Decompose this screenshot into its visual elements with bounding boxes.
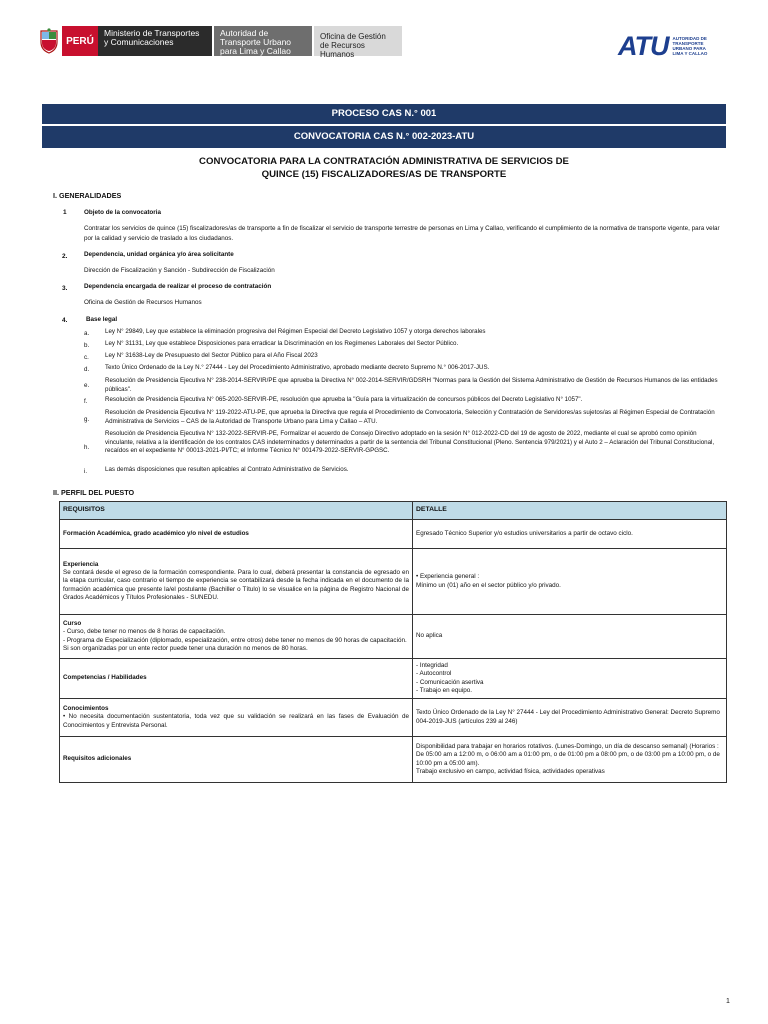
item-text: Contratar los servicios de quince (15) fiscalizadores/as de transporte a fin de fiscalizar el servicio de transporte terrestre de personas en Lima y Callao, verificando el cumplimiento de la normativa de transporte vigente, para velar por la calidad y servicio de traslado a los ciudadanos.: [84, 225, 720, 242]
requisito-cell: [60, 520, 413, 549]
detalle-cell: Disponibilidad para trabajar en horarios rotativos. (Lunes-Domingo, un día de descanso semanal) (Horarios : De 05:00 am a 12:00 m, o 06:00 am a 01:00 pm, o de 01:00 pm a 08:00 pm, o de 03:00 pm a 10:00 pm, o de 10:00 pm a 05:00 am). Trabajo exclusivo en campo, actividad física, actividades operativas: [413, 737, 727, 783]
coat-of-arms-icon: [36, 26, 62, 56]
title-line-1: CONVOCATORIA PARA LA CONTRATACIÓN ADMINISTRATIVA DE SERVICIOS DE: [199, 156, 569, 167]
requisito-cell: [60, 737, 413, 783]
autoridad-label: Autoridad de Transporte Urbano para Lima y Callao: [214, 26, 312, 56]
perfil-table: [59, 501, 727, 783]
legal-item: Ley N° 31638-Ley de Presupuesto del Sector Público para el Año Fiscal 2023: [105, 352, 318, 359]
atu-logo-subtext: AUTORIDAD DE TRANSPORTE URBANO PARA LIMA Y CALLAO: [672, 36, 708, 56]
convocatoria-band: CONVOCATORIA CAS N.° 002-2023-ATU: [42, 126, 726, 148]
requisito-title: Requisitos adicionales: [63, 755, 132, 763]
table-row: [60, 520, 727, 549]
document-title: [42, 155, 726, 181]
item-number: 4.: [62, 317, 68, 324]
legal-item: Resolución de Presidencia Ejecutiva N° 119-2022-ATU-PE, que aprueba la Directiva que regula el Procedimiento de Convocatoria, Selección y Contratación de Servidores/as sujetos/as al Régimen Especial de Contratación Administrativa de Servicios – CAS de la Autoridad de Transporte Urbano para Lima y Callao – ATU.: [105, 409, 715, 425]
table-row: [60, 549, 727, 615]
requisito-cell: [60, 699, 413, 737]
item-text: Oficina de Gestión de Recursos Humanos: [84, 299, 202, 306]
proceso-band: PROCESO CAS N.° 001: [42, 104, 726, 124]
item-title: Dependencia encargada de realizar el proceso de contratación: [84, 283, 272, 290]
requisito-cell: [60, 615, 413, 659]
government-header: [36, 26, 402, 59]
table-row: [60, 737, 727, 783]
legal-letter: g.: [84, 416, 90, 423]
legal-item: Resolución de Presidencia Ejecutiva N° 132-2022-SERVIR-PE, Formalizar el acuerdo de Consejo Directivo adoptado en la sesión N° 012-2022-CD del 19 de agosto de 2022, mediante el cual se aprobó como opinión vinculante, relativa a la identificación de los contratos CAS indeterminados y determinados a partir de la sentencia del Tribunal Constitucional (Pleno. Sentencia 979/2021) y el Auto 2 – Aclaración del Tribunal Constitucional, recaídos en el expediente N° 00013-2021-PI/TC; el Informe Técnico N° 001479-2022-SERVIR-GPGSC.: [105, 430, 715, 454]
perfil-heading: II. PERFIL DEL PUESTO: [53, 488, 135, 497]
legal-letter: f.: [84, 398, 88, 405]
requisito-text: - Curso, debe tener no menos de 8 horas de capacitación. - Programa de Especialización (diplomado, especialización, entre otros) debe tener no menos de 90 horas de capacitación. Si son organizadas por un ente rector puede tener una duración no menos de 80 horas.: [63, 628, 407, 652]
legal-item: Las demás disposiciones que resulten aplicables al Contrato Administrativo de Servicios.: [105, 466, 349, 473]
requisito-title: Formación Académica, grado académico y/o nivel de estudios: [63, 529, 249, 537]
page-number: 1: [726, 998, 730, 1005]
item-title: Objeto de la convocatoria: [84, 209, 161, 216]
peru-label: PERÚ: [62, 26, 98, 56]
item-title: Dependencia, unidad orgánica y/o área solicitante: [84, 251, 234, 258]
item-number: 3.: [62, 285, 68, 292]
requisito-title: Conocimientos: [63, 705, 109, 713]
oficina-label: Oficina de Gestión de Recursos Humanos: [314, 26, 402, 56]
requisitos-header: REQUISITOS: [60, 502, 413, 520]
legal-letter: d.: [84, 366, 90, 373]
detalle-cell: • Experiencia general : Mínimo un (01) año en el sector público y/o privado.: [413, 549, 727, 615]
legal-item: Ley N° 29849, Ley que establece la eliminación progresiva del Régimen Especial del Decreto Legislativo 1057 y otorga derechos laborales: [105, 328, 486, 335]
legal-letter: c.: [84, 354, 89, 361]
table-row: [60, 699, 727, 737]
ministerio-label: Ministerio de Transportes y Comunicaciones: [98, 26, 212, 56]
generalidades-heading: I. GENERALIDADES: [53, 191, 122, 200]
item-number: 2.: [62, 253, 68, 260]
requisito-title: Curso: [63, 619, 82, 627]
legal-letter: h.: [84, 444, 90, 451]
requisito-cell: [60, 549, 413, 615]
requisito-text: Se contará desde el egreso de la formación correspondiente. Para lo cual, deberá presentar la constancia de egresado en la etapa curricular, caso contrario el tiempo de experiencia se contabilizará desde la fecha indicada en el documento de la formación académica que presente la/el postulante (Bachiller o Título) lo se visualice en la página de Registro Nacional de Grados Académicos y Títulos Profesionales - SUNEDU.: [63, 569, 409, 601]
legal-letter: b.: [84, 342, 90, 349]
detalle-cell: No aplica: [413, 615, 727, 659]
requisito-cell: [60, 659, 413, 699]
atu-logo-text: ATU: [618, 30, 669, 61]
detalle-cell: Texto Único Ordenado de la Ley N° 27444 - Ley del Procedimiento Administrativo General: Decreto Supremo 004-2019-JUS (artículos 239 al 246): [413, 699, 727, 737]
detalle-header: DETALLE: [413, 502, 727, 520]
table-row: [60, 615, 727, 659]
requisito-title: Experiencia: [63, 560, 99, 568]
title-line-2: QUINCE (15) FISCALIZADORES/AS DE TRANSPORTE: [261, 169, 507, 180]
requisito-title: Competencias / Habilidades: [63, 674, 147, 682]
table-header-row: [60, 502, 727, 520]
table-row: [60, 659, 727, 699]
item-title: Base legal: [86, 316, 118, 323]
legal-item: Resolución de Presidencia Ejecutiva N° 238-2014-SERVIR/PE que aprueba la Directiva N° 002-2014-SERVIR/GDSRH "Normas para la Gestión del Sistema Administrativo de Gestión de Recursos Humanos de las entidades públicas".: [105, 377, 718, 393]
detalle-cell: Egresado Técnico Superior y/o estudios universitarios a partir de octavo ciclo.: [413, 520, 727, 549]
legal-letter: e.: [84, 382, 90, 389]
legal-letter: a.: [84, 330, 90, 337]
atu-logo: [618, 30, 713, 62]
item-number: 1: [63, 209, 67, 216]
detalle-cell: - Integridad - Autocontrol - Comunicación asertiva - Trabajo en equipo.: [413, 659, 727, 699]
legal-item: Resolución de Presidencia Ejecutiva N° 065-2020-SERVIR-PE, resolución que aprueba la "Guía para la virtualización de concursos públicos del Decreto Legislativo N° 1057".: [105, 396, 583, 403]
requisito-text: • No necesita documentación sustentatoria, toda vez que su validación se realizará en las fases de Evaluación de Conocimientos y Entrevista Personal.: [63, 713, 409, 729]
legal-item: Ley N° 31131, Ley que establece Disposiciones para erradicar la Discriminación en los Regímenes Laborales del Sector Público.: [105, 340, 459, 347]
legal-letter: i.: [84, 468, 88, 475]
item-text: Dirección de Fiscalización y Sanción - Subdirección de Fiscalización: [84, 267, 275, 274]
legal-item: Texto Único Ordenado de la Ley N.° 27444 - Ley del Procedimiento Administrativo, aprobado mediante decreto Supremo N.° 006-2017-JUS.: [105, 364, 490, 371]
